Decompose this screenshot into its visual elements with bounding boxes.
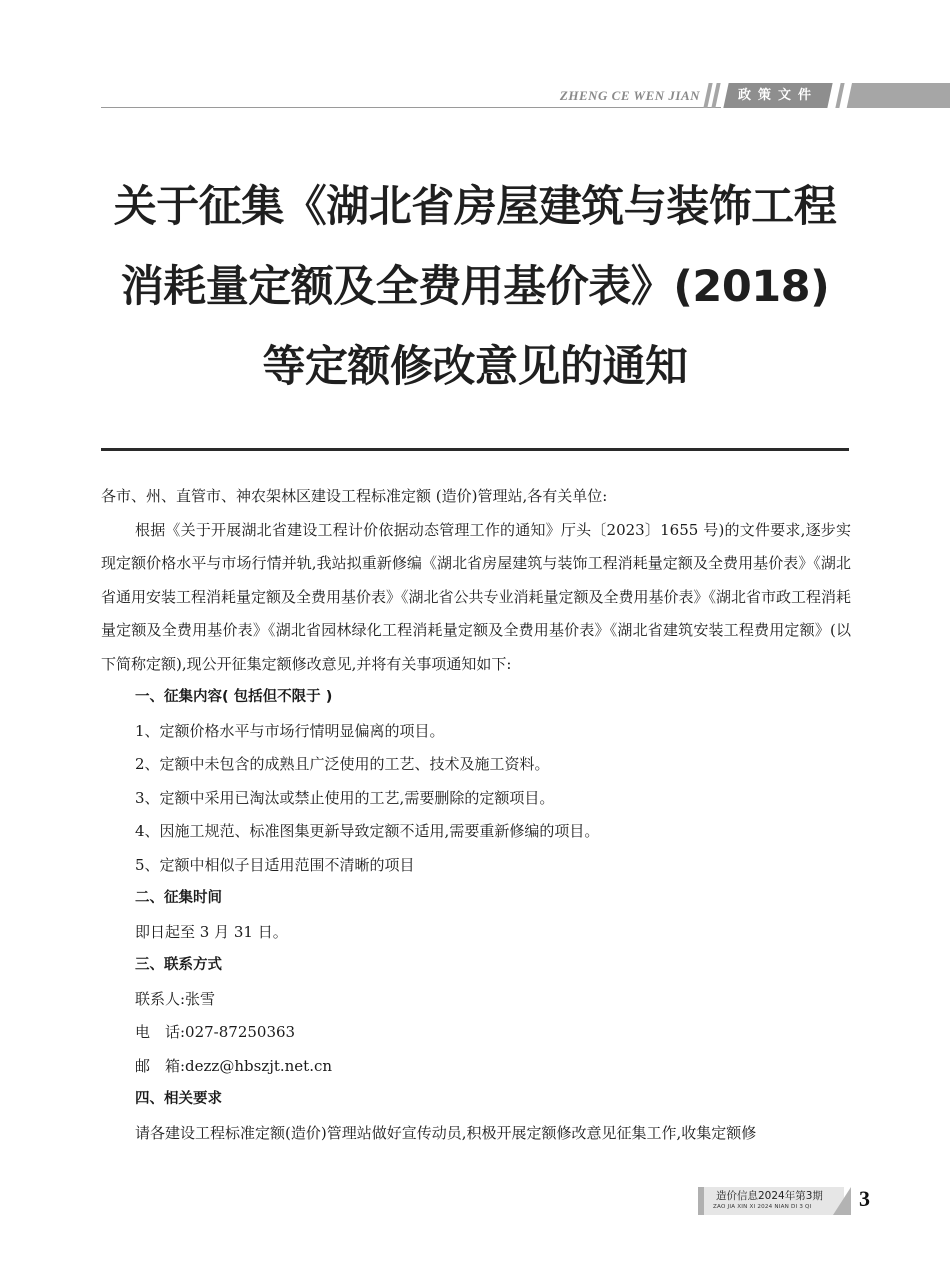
section-pinyin: ZHENG CE WEN JIAN bbox=[559, 88, 700, 103]
salutation: 各市、州、直管市、神农架林区建设工程标准定额 (造价)管理站,各有关单位: bbox=[101, 487, 608, 505]
deadline-text: 即日起至 3 月 31 日。 bbox=[135, 922, 288, 941]
article-body bbox=[101, 480, 851, 1150]
list-item: 4、因施工规范、标准图集更新导致定额不适用,需要重新修编的项目。 bbox=[135, 822, 600, 840]
header-rule bbox=[101, 107, 721, 108]
page-number: 3 bbox=[859, 1186, 870, 1211]
contact-phone: 电 话:027-87250363 bbox=[135, 1023, 296, 1041]
title-line-3: 等定额修改意见的通知 bbox=[262, 342, 688, 392]
title-line-1: 关于征集《湖北省房屋建筑与装饰工程 bbox=[113, 182, 837, 232]
section-heading-1: 一、征集内容( 包括但不限于 ) bbox=[135, 689, 333, 705]
header-fill bbox=[847, 83, 950, 108]
title-rule bbox=[101, 448, 849, 451]
list-item: 3、定额中采用已淘汰或禁止使用的工艺,需要删除的定额项目。 bbox=[135, 788, 555, 807]
section-label-box bbox=[723, 83, 832, 108]
contact-person: 联系人:张雪 bbox=[135, 989, 216, 1008]
list-item: 1、定额价格水平与市场行情明显偏离的项目。 bbox=[135, 721, 445, 740]
footer-triangle bbox=[833, 1187, 851, 1215]
list-item: 5、定额中相似子目适用范围不清晰的项目 bbox=[135, 855, 415, 874]
section-heading-3: 三、联系方式 bbox=[135, 957, 222, 973]
footer-magazine: 造价信息2024年第3期 bbox=[716, 1190, 823, 1202]
section-heading-4: 四、相关要求 bbox=[135, 1091, 222, 1107]
contact-email: 邮 箱:dezz@hbszjt.net.cn bbox=[135, 1056, 333, 1075]
requirements-text: 请各建设工程标准定额(造价)管理站做好宣传动员,积极开展定额修改意见征集工作,收集定额修 bbox=[135, 1123, 757, 1142]
intro-paragraph: 根据《关于开展湖北省建设工程计价依据动态管理工作的通知》厅头〔2023〕1655 号)的文件要求,逐步实现定额价格水平与市场行情并轨,我站拟重新修编《湖北省房屋建筑与装饰工程消耗量定额及全费用基价表》《湖北省通用安装工程消耗量定额及全费用基价表》《湖北省公共专业消耗量定额及全费用基价表》《湖北省市政工程消耗量定额及全费用基价表》《湖北省园林绿化工程消耗量定额及全费用基价表》《湖北省建筑安装工程费用定额》(以下简称定额),现公开征集定额修改意见,并将有关事项通知如下: bbox=[101, 520, 852, 673]
section-heading-2: 二、征集时间 bbox=[135, 890, 222, 906]
article-title bbox=[90, 167, 860, 407]
section-label: 政策文件 bbox=[737, 88, 818, 103]
footer-magazine-pinyin: ZAO JIA XIN XI 2024 NIAN DI 3 QI bbox=[713, 1204, 812, 1210]
list-item: 2、定额中未包含的成熟且广泛使用的工艺、技术及施工资料。 bbox=[135, 755, 550, 773]
title-line-2: 消耗量定额及全费用基价表》(2018) bbox=[120, 262, 830, 312]
